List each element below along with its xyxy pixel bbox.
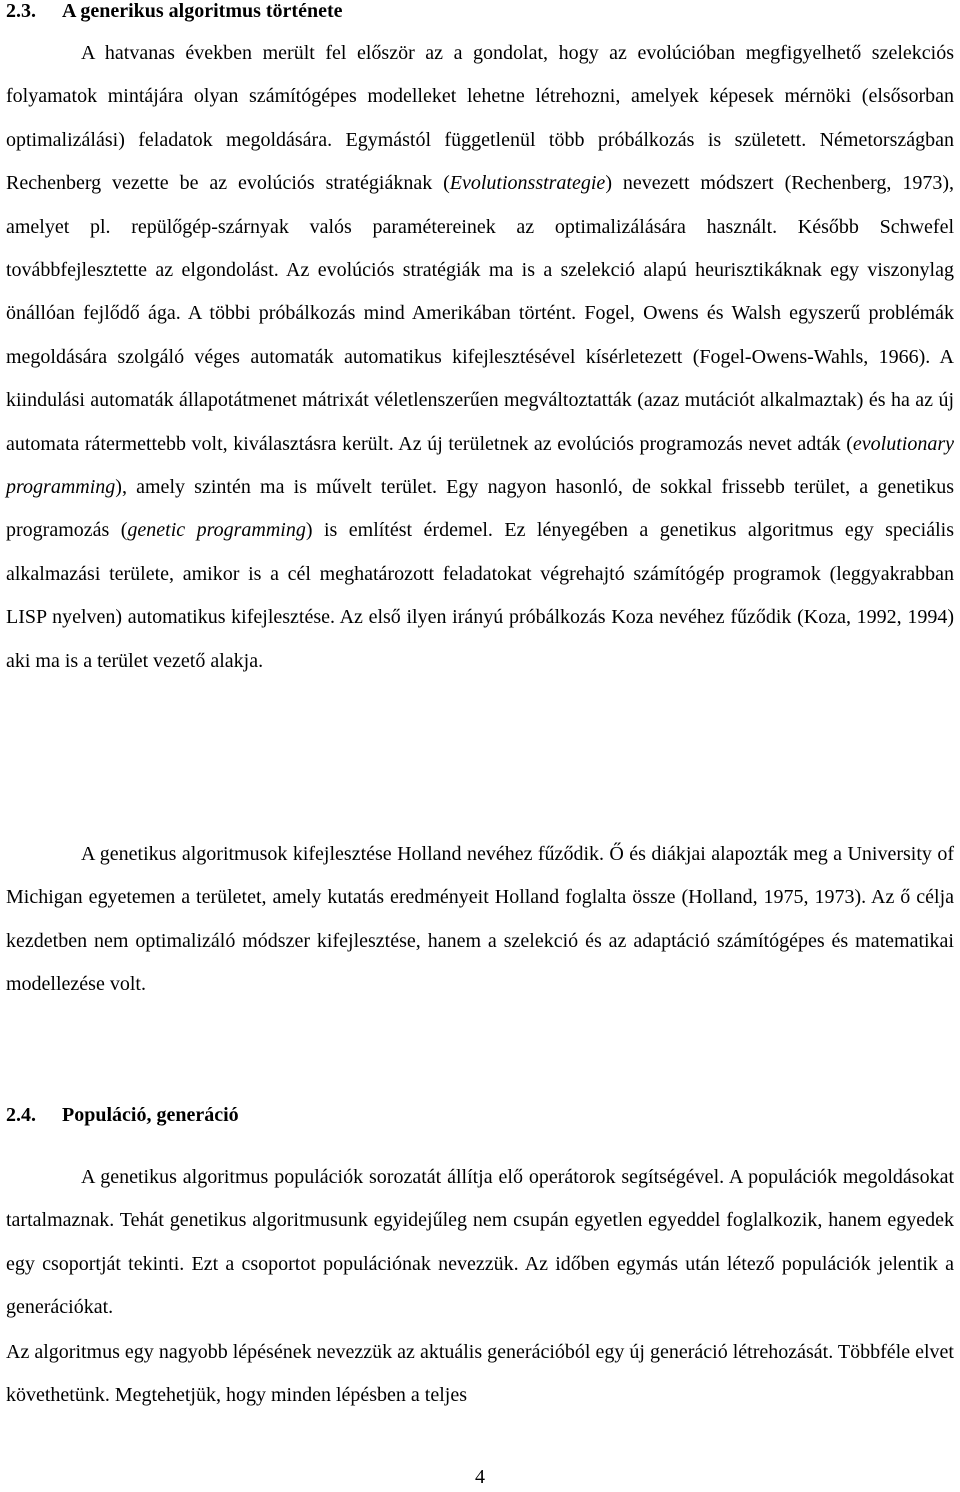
section-number: 2.4. [6, 1104, 36, 1126]
italic-term: Evolutionsstrategie [449, 172, 606, 195]
italic-term: evolutionary programming [6, 432, 954, 499]
paragraph-text: ) nevezett módszert (Rechenberg, 1973), amelyet pl. repülőgép-szárnyak valós paramétereinek az optimalizálására használt. Később Schwefel továbbfejlesztette az elgondolást. Az evolúciós stratégiák ma is a szelekció alapú heurisztikáknak egy viszonylag önállóan fejlődő ága. A többi próbálkozás mind Amerikában történt. Fogel, Owens és Walsh egyszerű problémák megoldására szolgáló véges automaták automatikus kifejlesztésével kísérletezett (Fogel-Owens-Wahls, 1966). A kiindulási automaták állapotátmenet mátrixát véletlenszerűen megváltoztatták (azaz mutációt alkalmaztak) és ha az új automata rátermettebb volt, kiválasztásra került. Az új területnek az evolúciós programozás nevet adták ( [6, 172, 954, 455]
paragraph-population: A genetikus algoritmus populációk sorozatát állítja elő operátorok segítségével. A populációk megoldásokat tartalmaznak. Tehát genetikus algoritmusunk egyidejűleg nem csupán egyetlen egyeddel foglalkozik, hanem egyedek egy csoportját tekinti. Ezt a csoportot populációnak nevezzük. Az időben egymás után létező populációk jelentik a generációkat. [6, 1166, 954, 1319]
paragraph-text: ), amely szintén ma is művelt terület. Egy nagyon hasonló, de sokkal frissebb terület, a genetikus programozás ( [6, 476, 954, 542]
italic-term: genetic programming [127, 519, 306, 542]
paragraph-holland: A genetikus algoritmusok kifejlesztése Holland nevéhez fűződik. Ő és diákjai alapozták meg a University of Michigan egyetemen a területet, amely kutatás eredményeit Holland foglalta össze (Holland, 1975, 1973). Az ő célja kezdetben nem optimalizáló módszer kifejlesztése, hanem a szelekció és az adaptáció számítógépes és matematikai modellezése volt. [6, 843, 954, 996]
paragraph-text: A hatvanas években merült fel először az a gondolat, hogy az evolúcióban megfigyelhető szelekciós folyamatok mintájára olyan számítógépes modelleket lehetne létrehozni, amelyek képesek mérnöki (elsősorban optimalizálási) feladatok megoldására. Egymástól függetlenül több próbálkozás is született. Németországban Rechenberg vezette be az evolúciós stratégiáknak ( [6, 42, 954, 195]
section-title: Populáció, generáció [62, 1104, 239, 1126]
section-title: A generikus algoritmus története [62, 0, 343, 22]
page-number: 4 [475, 1466, 485, 1488]
section-heading-2-4 [6, 1104, 239, 1127]
section-number: 2.3. [6, 0, 36, 22]
paragraph-generation: Az algoritmus egy nagyobb lépésének nevezzük az aktuális generációból egy új generáció létrehozását. Többféle elvet követhetünk. Megtehetjük, hogy minden lépésben a teljes [6, 1341, 954, 1407]
paragraph-history [6, 32, 954, 683]
section-heading-2-3 [6, 0, 343, 23]
paragraph-text: ) is említést érdemel. Ez lényegében a genetikus algoritmus egy speciális alkalmazási területe, amikor is a cél meghatározott feladatokat végrehajtó számítógép programok (leggyakrabban LISP nyelven) automatikus kifejlesztése. Az első ilyen irányú próbálkozás Koza nevéhez fűződik (Koza, 1992, 1994) aki ma is a terület vezető alakja. [6, 519, 955, 672]
